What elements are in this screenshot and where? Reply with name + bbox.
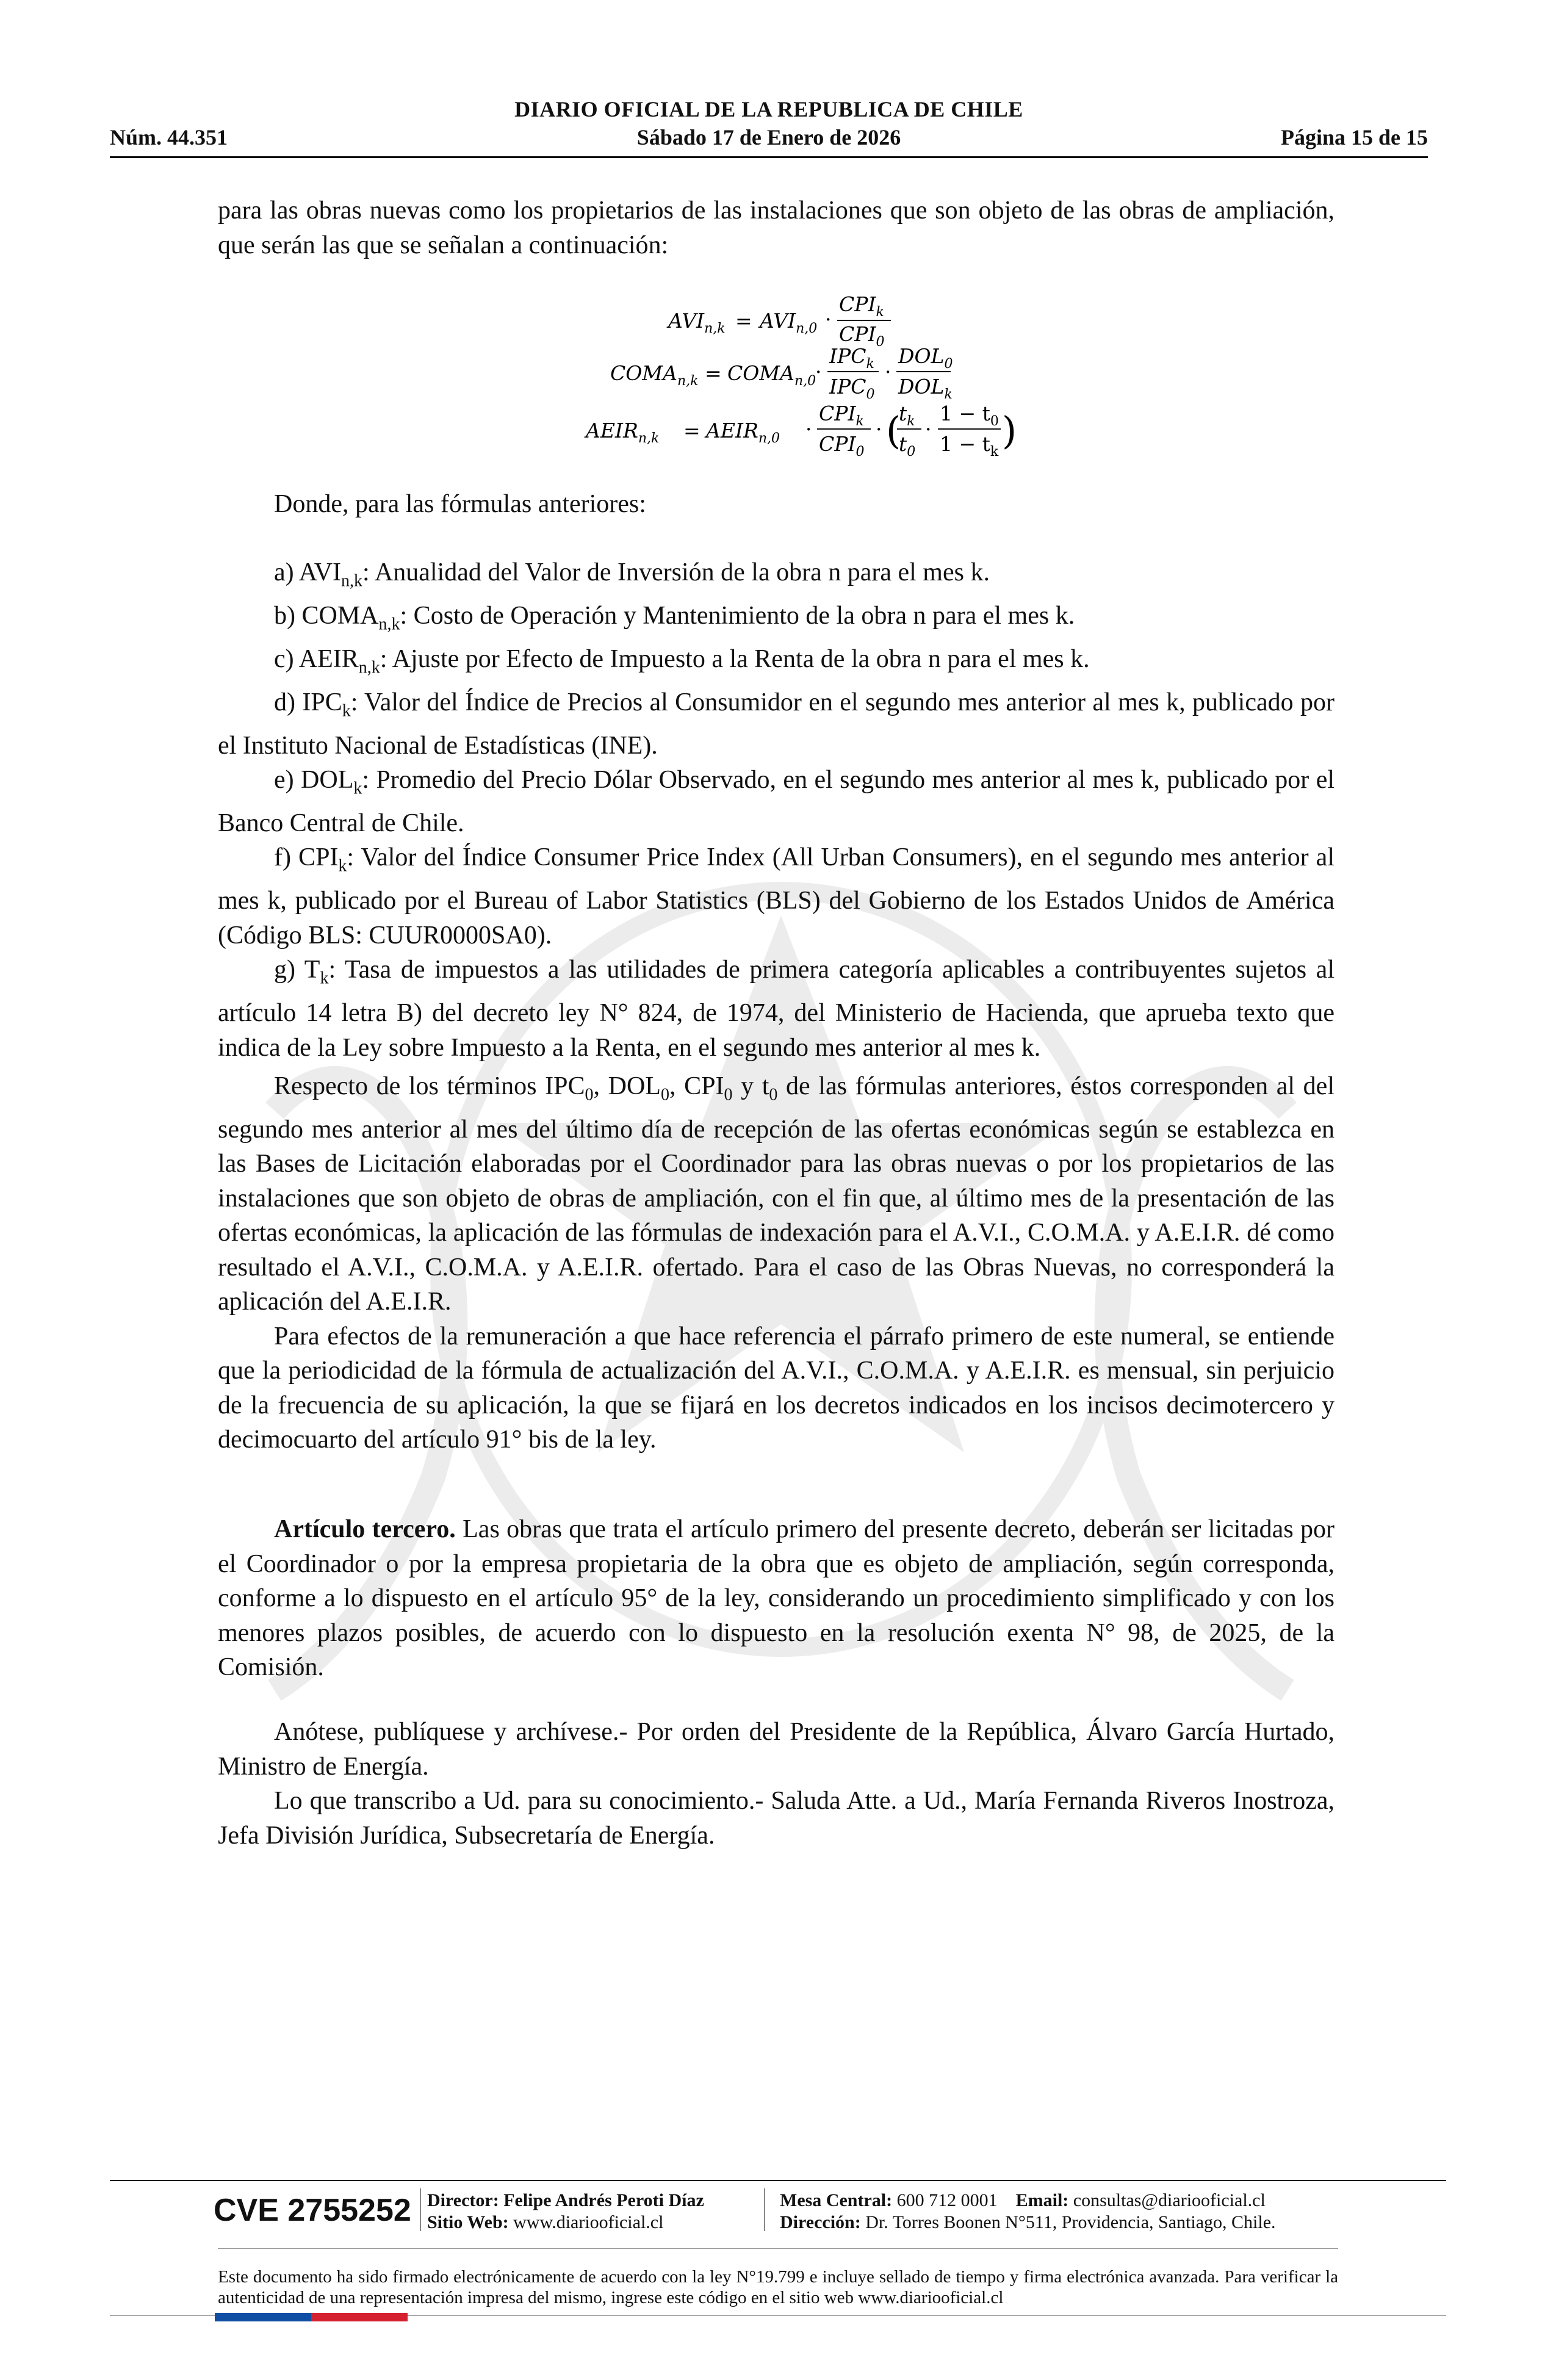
flag-blue-segment bbox=[215, 2313, 311, 2321]
indexation-formulas bbox=[549, 278, 1098, 461]
svg-text:CPI0: $CPI_0$ bbox=[819, 432, 865, 460]
definition-item: e) $DOL_k$: Promedio del Precio Dólar Observado, en el segundo mes anterior al mes k, publicado por el Banco Central de Chile. bbox=[218, 766, 1335, 837]
donde-text: Donde, para las fórmulas anteriores: bbox=[274, 490, 646, 518]
svg-text:·: · bbox=[805, 417, 812, 441]
svg-text:CPIk: $CPI_k$ bbox=[819, 402, 864, 429]
articulo-tercero-paragraph: Artículo tercero. Las obras que trata el artículo primero del presente decreto, deberán ser licitadas por el Coordinador o por la empresa propietaria de la obra que es objeto de ampliación, según corresponda, conforme a lo dispuesto en el artículo 95° de la ley, considerando un procedimiento simplificado y con los menores plazos posibles, de acuerdo con lo dispuesto en la resolución exenta N° 98, de 2025, de la Comisión. bbox=[218, 1515, 1334, 1681]
definition-item: d) $IPC_k$: Valor del Índice de Precios al Consumidor en el segundo mes anterior al mes k, publicado por el Instituto Nacional de Estadísticas (INE). bbox=[218, 688, 1334, 760]
flag-color-bar bbox=[215, 2313, 408, 2321]
flag-red-segment bbox=[311, 2313, 408, 2321]
svg-text:AEIRn,0: $AEIR_{n,0}$ bbox=[706, 419, 780, 446]
formula-coma bbox=[610, 344, 953, 402]
svg-text:tk: $t_k$ bbox=[899, 402, 915, 429]
definition-item: g) $T_k$: Tasa de impuestos a las utilidades de primera categoría aplicables a contribuyentes sujetos al artículo 14 letra B) del decreto ley N° 824, de 1974, del Ministerio de Hacienda, que aprueba texto que indica de la Ley sobre Impuesto a la Renta, en el segundo mes anterior al mes k. bbox=[218, 956, 1334, 1062]
svg-text:AEIRn,k: $AEIR_{n,k}$ bbox=[586, 419, 660, 446]
footer-inner-rule bbox=[218, 2248, 1338, 2249]
header-divider bbox=[110, 156, 1428, 158]
svg-text:·: · bbox=[815, 360, 822, 384]
svg-text:IPCk: $IPC_k$ bbox=[829, 344, 874, 372]
respecto-section bbox=[218, 1069, 1334, 1457]
intro-text: para las obras nuevas como los propietarios de las instalaciones que son objeto de las obras de ampliación, que serán las que se señalan a continuación: bbox=[218, 197, 1334, 259]
cve-code: CVE 2755252 bbox=[214, 2193, 411, 2228]
svg-text:CPIk: $CPI_k$ bbox=[839, 292, 884, 320]
signature-note: Este documento ha sido firmado electrónicamente de acuerdo con la ley N°19.799 e incluye sellado de tiempo y firma electrónica avanzada. Para verificar la autenticidad de una representación impresa del mismo, ingrese este código en el sitio web www.diariooficial.cl bbox=[218, 2267, 1338, 2307]
page-number: Página 15 de 15 bbox=[1280, 125, 1428, 150]
definitions-list bbox=[218, 555, 1334, 1065]
newspaper-title: DIARIO OFICIAL DE LA REPUBLICA DE CHILE bbox=[514, 97, 1023, 121]
issue-date: Sábado 17 de Enero de 2026 bbox=[636, 125, 901, 150]
footer-separator bbox=[420, 2188, 421, 2231]
svg-text:·: · bbox=[885, 360, 891, 384]
svg-text:·: · bbox=[876, 417, 882, 441]
para-efectos-paragraph: Para efectos de la remuneración a que hace referencia el párrafo primero de este numeral, se entiende que la periodicidad de la fórmula de actualización del A.V.I., C.O.M.A. y A.E.I.R. es mensual, sin perjuicio de la frecuencia de su aplicación, la que se fijará en los decretos indicados en los incisos decimotercero y decimocuarto del artículo 91° bis de la ley. bbox=[218, 1322, 1334, 1454]
closing-section bbox=[218, 1715, 1334, 1853]
footer-director-block: Director: Felipe Andrés Peroti Díaz Sitio Web: www.diariooficial.cl bbox=[427, 2190, 704, 2232]
svg-text:1 − t0: $1 - t_0$ bbox=[940, 402, 999, 429]
email-link[interactable]: consultas@diariooficial.cl bbox=[1073, 2190, 1266, 2210]
svg-text:COMAn,k: $COMA_{n,k}$ bbox=[610, 361, 699, 389]
svg-text:=: = bbox=[683, 419, 701, 442]
svg-text:=: = bbox=[735, 309, 752, 333]
formula-aeir bbox=[584, 402, 1017, 460]
svg-text:1 − tk: $1 - t_k$ bbox=[940, 432, 999, 460]
svg-text:=: = bbox=[705, 361, 722, 385]
svg-text:COMAn,0: $COMA_{n,0}$ bbox=[727, 361, 816, 389]
definition-item: c) $AEIR_{n,k}$: Ajuste por Efecto de Impuesto a la Renta de la obra n para el mes k. bbox=[274, 644, 1090, 677]
anotese-paragraph: Anótese, publíquese y archívese.- Por orden del Presidente de la República, Álvaro García Hurtado, Ministro de Energía. bbox=[218, 1718, 1334, 1781]
svg-text:AVIn,0: $AVI_{n,0}$ bbox=[760, 309, 818, 336]
page-header bbox=[110, 96, 1428, 157]
definition-item: b) $COMA_{n,k}$: Costo de Operación y Mantenimiento de la obra n para el mes k. bbox=[274, 601, 1075, 634]
svg-text:): ) bbox=[1002, 408, 1017, 453]
footer-separator bbox=[764, 2188, 765, 2231]
footer-contact-block: Mesa Central: 600 712 0001 Email: consultas@diariooficial.cl Dirección: Dr. Torres Boonen N°511, Providencia, Santiago, Chile. bbox=[780, 2190, 1276, 2232]
svg-text:CPI0: $CPI_0$ bbox=[839, 322, 885, 350]
respecto-paragraph: Respecto de los términos $IPC_0$, $DOL_0$, $CPI_0$ y $t_0$ de las fórmulas anteriores, éstos corresponden al del segundo mes anterior al mes del último día de recepción de las ofertas económicas según se establezca en las Bases de Licitación elaboradas por el Coordinador para las obras nuevas o por los propietarios de las instalaciones que son objeto de obras de ampliación, con el fin que, al último mes de la presentación de las ofertas económicas, la aplicación de las fórmulas de indexación para el A.V.I., C.O.M.A. y A.E.I.R. dé como resultado el A.V.I., C.O.M.A. y A.E.I.R. ofertado. Para el caso de las Obras Nuevas, no corresponderá la aplicación del A.E.I.R. bbox=[218, 1072, 1334, 1316]
svg-text:(: ( bbox=[886, 408, 901, 453]
svg-text:·: · bbox=[925, 417, 932, 441]
intro-paragraph bbox=[218, 193, 1334, 262]
definition-item: f) $CPI_k$: Valor del Índice Consumer Price Index (All Urban Consumers), en el segundo mes anterior al mes k, publicado por el Bureau of Labor Statistics (BLS) del Gobierno de los Estados Unidos de América (Código BLS: CUUR0000SA0). bbox=[218, 843, 1334, 950]
formula-avi bbox=[666, 292, 891, 350]
svg-text:·: · bbox=[825, 308, 832, 331]
svg-text:DOL0: $DOL_0$ bbox=[898, 344, 953, 372]
issue-number: Núm. 44.351 bbox=[110, 125, 228, 150]
definition-item: a) $AVI_{n,k}$: Anualidad del Valor de Inversión de la obra n para el mes k. bbox=[274, 558, 990, 591]
svg-text:IPC0: $IPC_0$ bbox=[829, 375, 875, 402]
transcribo-paragraph: Lo que transcribo a Ud. para su conocimiento.- Saluda Atte. a Ud., María Fernanda Riveros Inostroza, Jefa División Jurídica, Subsecretaría de Energía. bbox=[218, 1787, 1334, 1850]
svg-text:AVIn,k: $AVI_{n,k}$ bbox=[668, 309, 726, 336]
articulo-tercero-section bbox=[218, 1512, 1334, 1685]
website-link[interactable]: www.diariooficial.cl bbox=[513, 2212, 664, 2232]
formulas-svg bbox=[549, 278, 1098, 461]
footer-top-rule bbox=[110, 2180, 1446, 2181]
donde-paragraph bbox=[218, 487, 1334, 522]
svg-text:DOLk: $DOL_k$ bbox=[898, 375, 953, 402]
svg-text:t0: $t_0$ bbox=[899, 432, 916, 460]
articulo-heading: Artículo tercero. bbox=[274, 1515, 456, 1543]
